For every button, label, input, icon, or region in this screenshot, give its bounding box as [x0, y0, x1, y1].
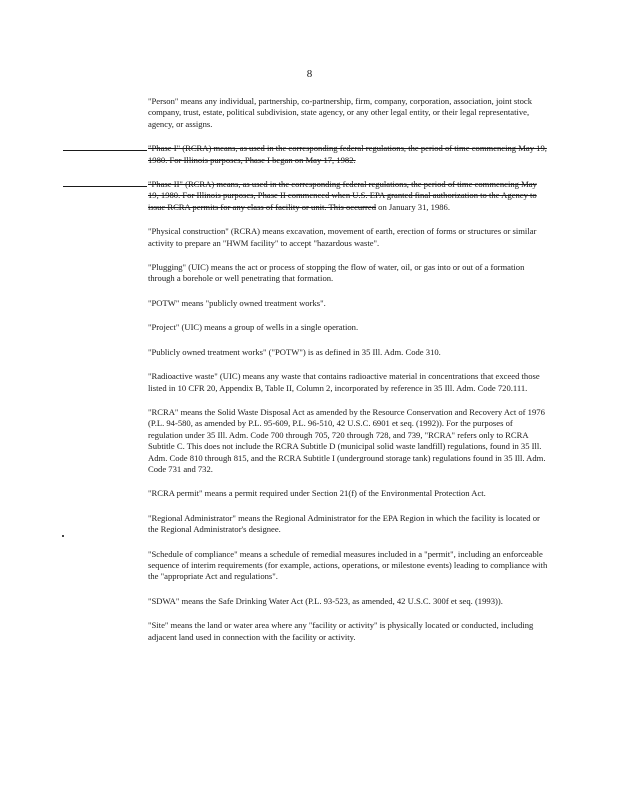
- definition-text: "Plugging" (UIC) means the act or process of stopping the flow of water, oil, or gas into or out of a formation through a borehole or well penetrating that formation.: [148, 262, 525, 284]
- margin-rule-phase-i: [63, 150, 147, 151]
- definition-text: "Regional Administrator" means the Regional Administrator for the EPA Region in which the facility is located or the Regional Administrator's designee.: [148, 512, 540, 535]
- definition-regional-administrator: [148, 513, 548, 536]
- definition-project: [148, 322, 548, 333]
- definition-person: [148, 96, 548, 130]
- page-number: 8: [306, 68, 313, 80]
- definition-phase-i: [148, 143, 548, 166]
- definition-radioactive-waste: [148, 371, 548, 394]
- definition-rcra-permit: [148, 488, 548, 499]
- definition-text: "Publicly owned treatment works" ("POTW") is as defined in 35 Ill. Adm. Code 310.: [148, 346, 441, 357]
- definition-text: "SDWA" means the Safe Drinking Water Act (P.L. 93-523, as amended, 42 U.S.C. 300f et seq. (1993)).: [148, 595, 503, 606]
- definition-publicly-owned-treatment-works: [148, 347, 548, 358]
- definition-text-struck: "Phase II" (RCRA) means, as used in the corresponding federal regulations, the period of time commencing May 19, 1980. For Illinois purposes, Phase II commenced when U.S. EPA granted final authorization to the Agency to issue RCRA permits for any class of facility or unit. This occurred: [148, 179, 537, 212]
- definition-text: "RCRA" means the Solid Waste Disposal Act as amended by the Resource Conservation and Recovery Act of 1976 (P.L. 94-580, as amended by P.L. 95-609, P.L. 96-510, 42 U.S.C. 6901 et seq. (1992)). For the purposes of regulation under 35 Ill. Adm. Code 700 through 705, 720 through 728, and 739, "RCRA" refers only to RCRA Subtitle C. This does not include the RCRA Subtitle D (municipal solid waste landfill) regulations, found in 35 Ill. Adm. Code 810 through 815, and the RCRA Subtitle I (underground storage tank) regulations found in 35 Ill. Adm. Code 731 and 732.: [148, 406, 546, 474]
- margin-rule-phase-ii: [63, 186, 147, 187]
- definition-plugging: [148, 262, 548, 285]
- definition-site: [148, 620, 548, 643]
- definition-text: "RCRA permit" means a permit required under Section 21(f) of the Environmental Protection Act.: [148, 488, 486, 499]
- definition-text: "POTW" means "publicly owned treatment works".: [148, 297, 326, 308]
- definition-text: "Physical construction" (RCRA) means excavation, movement of earth, erection of forms or structures or similar activity to prepare an "HWM facility" to accept "hazardous waste".: [148, 226, 537, 248]
- definitions-list: [148, 96, 548, 656]
- definition-text: "Radioactive waste" (UIC) means any waste that contains radioactive material in concentrations that exceed those listed in 10 CFR 20, Appendix B, Table II, Column 2, incorporated by reference in 35 Ill. Adm. Code 720.111.: [148, 371, 540, 393]
- definition-text: "Person" means any individual, partnership, co-partnership, firm, company, corporation, association, joint stock company, trust, estate, political subdivision, state agency, or any other legal entity, or their legal representative, agency, or assigns.: [148, 96, 533, 129]
- definition-sdwa: [148, 596, 548, 607]
- definition-physical-construction: [148, 226, 548, 249]
- definition-text: "Project" (UIC) means a group of wells in a single operation.: [148, 322, 359, 333]
- margin-mark: [62, 535, 64, 537]
- definition-phase-ii: [148, 179, 548, 213]
- definition-text: "Site" means the land or water area where any "facility or activity" is physically located or conducted, including adjacent land used in connection with the facility or activity.: [148, 620, 534, 642]
- definition-potw: [148, 298, 548, 309]
- definition-schedule-of-compliance: [148, 549, 548, 583]
- definition-text: "Schedule of compliance" means a schedule of remedial measures included in a "permit", including an enforceable sequence of interim requirements (for example, actions, operations, or milestone events) leading to compliance with the "appropriate Act and regulations".: [148, 548, 548, 582]
- definition-text-struck: "Phase I" (RCRA) means, as used in the corresponding federal regulations, the period of time commencing May 19, 1980. For Illinois purposes, Phase I began on May 17, 1982.: [148, 143, 547, 165]
- definition-rcra: [148, 407, 548, 475]
- definition-text: on January 31, 1986.: [376, 201, 451, 212]
